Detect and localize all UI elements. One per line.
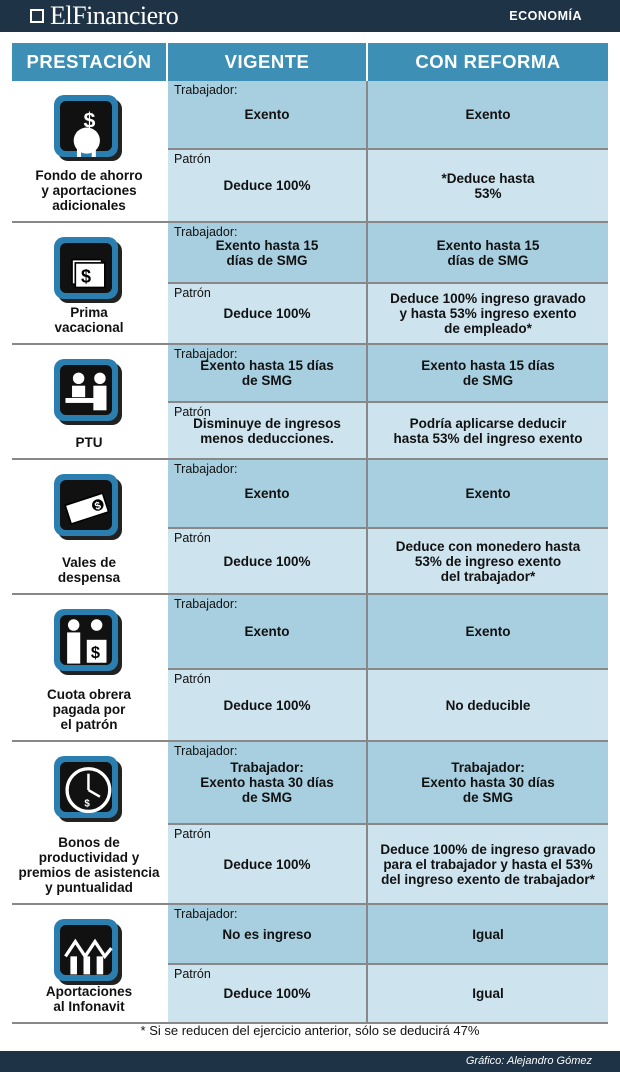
column-header-prestacion: PRESTACIÓN	[12, 43, 166, 81]
role-label: Trabajador:	[174, 462, 238, 476]
vigente-value: Exento	[244, 486, 290, 501]
vigente-value: Deduce 100%	[223, 856, 311, 872]
svg-text:$: $	[93, 499, 103, 513]
credit: Gráfico: Alejandro Gómez	[465, 1055, 592, 1067]
reforma-value: Exento	[465, 486, 511, 501]
role-label: Patrón	[174, 405, 211, 419]
role-label: Trabajador:	[174, 83, 238, 97]
prestacion-cell	[12, 595, 166, 740]
prestacion-label: Bonos de productividad y premios de asistencia y puntualidad	[18, 835, 160, 895]
svg-text:$: $	[84, 798, 90, 810]
svg-text:$: $	[81, 266, 92, 287]
piggy-bank-dollar-icon	[54, 93, 126, 165]
section-label: ECONOMÍA	[509, 9, 582, 23]
clock-dollar-icon	[54, 754, 126, 826]
role-label: Trabajador:	[174, 225, 238, 239]
worker-subrow	[168, 595, 608, 668]
infonavit-logo-icon	[54, 917, 126, 989]
worker-subrow	[168, 345, 608, 401]
prestacion-label: Prima vacacional	[54, 305, 124, 335]
vigente-value: Deduce 100%	[223, 306, 311, 321]
reforma-value: Trabajador: Exento hasta 30 días de SMG	[421, 760, 555, 805]
prestacion-label: PTU	[75, 435, 103, 450]
vouchers-icon	[54, 472, 126, 544]
reforma-value: Deduce con monedero hasta 53% de ingreso exento del trabajador*	[395, 538, 581, 584]
prestacion-cell	[12, 742, 166, 903]
vigente-value: Exento	[244, 624, 290, 639]
worker-subrow	[168, 460, 608, 527]
table-row	[12, 223, 608, 343]
vigente-value: Deduce 100%	[223, 697, 311, 713]
column-divider	[366, 595, 368, 740]
employer-subrow	[168, 825, 608, 903]
role-label: Trabajador:	[174, 347, 238, 361]
vigente-value: Exento hasta 15 días de SMG	[215, 237, 319, 268]
prestacion-cell	[12, 223, 166, 343]
prestacion-label: Cuota obrera pagada por el patrón	[46, 687, 131, 732]
employer-subrow	[168, 150, 608, 221]
reforma-value: Exento hasta 15 días de SMG	[436, 237, 540, 268]
people-counter-icon	[54, 357, 126, 429]
employer-subrow	[168, 965, 608, 1022]
worker-subrow	[168, 742, 608, 823]
table-row	[12, 595, 608, 740]
role-label: Patrón	[174, 967, 211, 981]
table-row	[12, 905, 608, 1022]
logo-mark-icon	[30, 9, 44, 23]
table-row	[12, 460, 608, 593]
vigente-value: No es ingreso	[222, 926, 312, 942]
worker-employer-icon	[54, 607, 126, 679]
prestacion-cell	[12, 345, 166, 458]
role-label: Patrón	[174, 827, 211, 841]
role-label: Patrón	[174, 672, 211, 686]
column-divider	[366, 345, 368, 458]
reforma-value: Exento	[465, 624, 511, 639]
worker-subrow	[168, 223, 608, 282]
vigente-value: Exento hasta 15 días de SMG	[200, 358, 334, 388]
role-label: Patrón	[174, 531, 211, 545]
prestacion-label: Fondo de ahorro y aportaciones adicionales	[35, 168, 143, 213]
column-header-vigente: VIGENTE	[168, 43, 366, 81]
vigente-value: Deduce 100%	[223, 553, 311, 569]
reforma-value: Igual	[472, 986, 504, 1001]
reforma-value: Exento hasta 15 días de SMG	[421, 358, 555, 388]
reforma-value: No deducible	[445, 697, 531, 713]
table-row	[12, 345, 608, 458]
vigente-value: Deduce 100%	[223, 178, 311, 193]
top-banner	[0, 0, 620, 32]
svg-text:$: $	[83, 108, 96, 133]
reforma-value: Podría aplicarse deducir hasta 53% del ingreso exento	[393, 415, 583, 446]
prestacion-cell	[12, 905, 166, 1022]
role-label: Patrón	[174, 286, 211, 300]
footnote: * Si se reducen del ejercicio anterior, sólo se deducirá 47%	[140, 1023, 480, 1038]
role-label: Patrón	[174, 152, 211, 166]
role-label: Trabajador:	[174, 744, 238, 758]
role-label: Trabajador:	[174, 907, 238, 921]
prestacion-label: Aportaciones al Infonavit	[45, 984, 133, 1014]
column-divider	[366, 742, 368, 903]
employer-subrow	[168, 284, 608, 343]
table-row	[12, 742, 608, 903]
reforma-value: Exento	[465, 107, 511, 122]
reforma-value: Deduce 100% ingreso gravado y hasta 53% ingreso exento de empleado*	[390, 291, 586, 336]
logo	[30, 3, 178, 29]
worker-subrow	[168, 905, 608, 963]
vigente-value: Trabajador: Exento hasta 30 días de SMG	[200, 760, 334, 805]
column-divider	[366, 223, 368, 343]
prestacion-cell	[12, 81, 166, 221]
money-bills-icon	[54, 235, 126, 307]
column-divider	[366, 905, 368, 1022]
worker-subrow	[168, 81, 608, 148]
svg-text:$: $	[90, 643, 101, 662]
employer-subrow	[168, 670, 608, 740]
prestacion-cell	[12, 460, 166, 593]
column-header-con-reforma: CON REFORMA	[368, 43, 608, 81]
employer-subrow	[168, 403, 608, 458]
column-divider	[366, 81, 368, 221]
column-divider	[366, 460, 368, 593]
bottom-banner	[0, 1051, 620, 1072]
reforma-value: *Deduce hasta 53%	[441, 170, 535, 201]
prestacion-label: Vales de despensa	[57, 555, 121, 585]
vigente-value: Exento	[244, 107, 290, 122]
logo-text: ElFinanciero	[50, 1, 179, 30]
vigente-value: Deduce 100%	[223, 986, 311, 1001]
reforma-value: Igual	[472, 926, 504, 942]
reforma-value: Deduce 100% de ingreso gravado para el trabajador y hasta el 53% del ingreso exento de trabajador*	[380, 841, 596, 887]
benefits-table	[12, 43, 608, 1022]
vigente-value: Disminuye de ingresos menos deducciones.	[193, 415, 341, 446]
employer-subrow	[168, 529, 608, 593]
role-label: Trabajador:	[174, 597, 238, 611]
table-row	[12, 81, 608, 221]
